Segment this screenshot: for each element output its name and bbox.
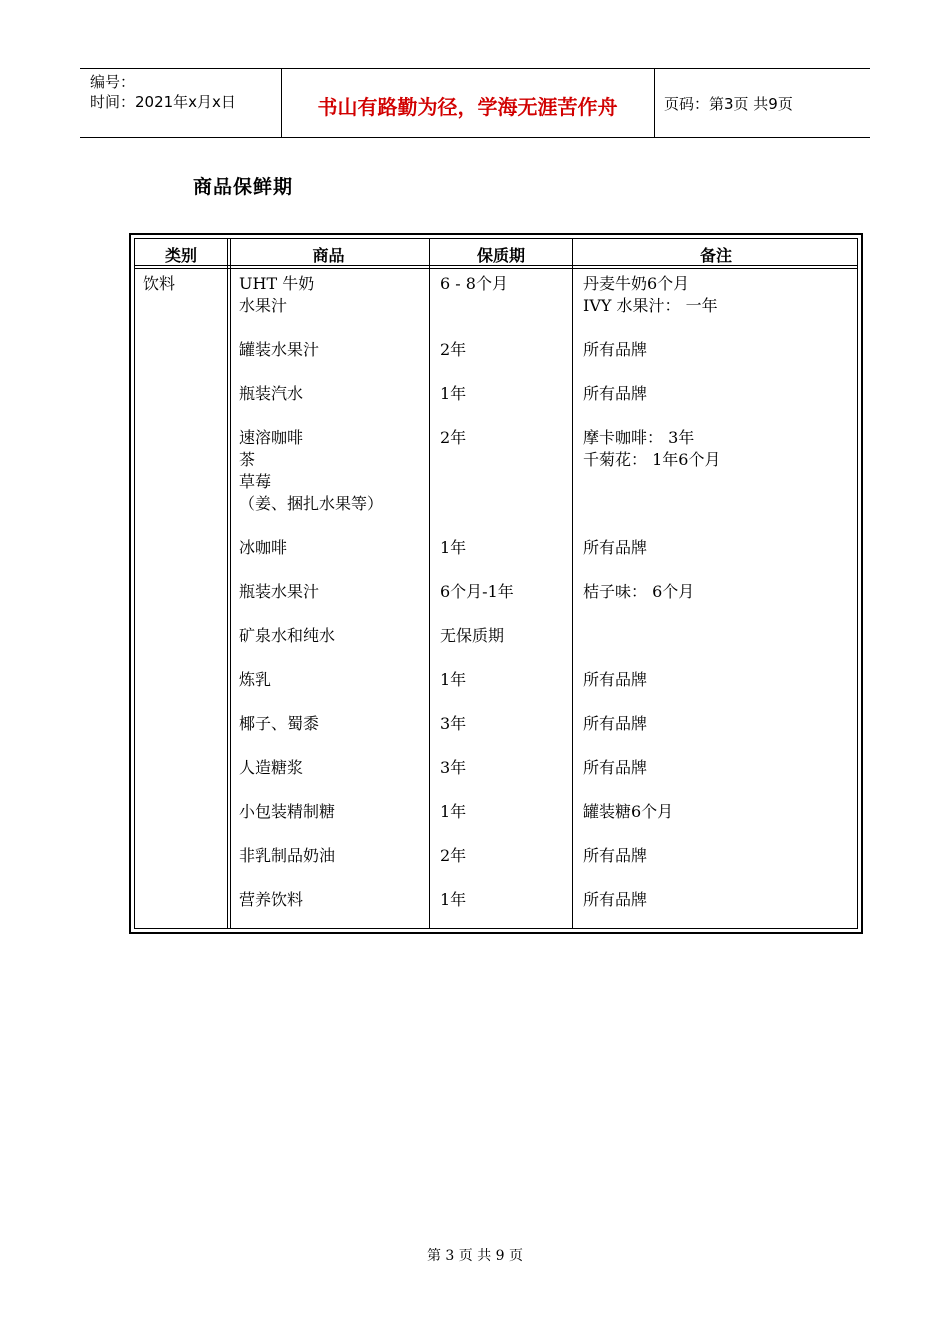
period-cell: 1年 bbox=[440, 802, 467, 821]
note-cell: 所有品牌 bbox=[583, 384, 648, 403]
product-cell: 草莓 bbox=[239, 472, 272, 491]
header-motto-cell bbox=[281, 69, 655, 137]
period-cell: 1年 bbox=[440, 538, 467, 557]
period-cell: 1年 bbox=[440, 670, 467, 689]
product-cell: 椰子、蜀黍 bbox=[239, 714, 320, 733]
period-cell: 2年 bbox=[440, 340, 467, 359]
period-cell: 6个月-1年 bbox=[440, 582, 514, 601]
period-cell: 3年 bbox=[440, 714, 467, 733]
column-divider bbox=[572, 239, 573, 928]
page-header bbox=[80, 68, 870, 138]
period-cell: 1年 bbox=[440, 890, 467, 909]
column-divider bbox=[429, 239, 430, 928]
note-cell: 摩卡咖啡： 3年 bbox=[583, 428, 695, 447]
period-cell: 3年 bbox=[440, 758, 467, 777]
note-cell: 丹麦牛奶6个月 bbox=[583, 274, 690, 293]
table-body bbox=[134, 238, 858, 929]
product-cell: 速溶咖啡 bbox=[239, 428, 304, 447]
header-period: 保质期 bbox=[476, 246, 525, 265]
note-cell: 所有品牌 bbox=[583, 890, 648, 909]
header-category: 类别 bbox=[164, 246, 197, 265]
note-cell: 所有品牌 bbox=[583, 758, 648, 777]
product-cell: 炼乳 bbox=[239, 670, 272, 689]
table-header-row bbox=[135, 239, 857, 269]
product-cell: 营养饮料 bbox=[239, 890, 304, 909]
note-cell: 所有品牌 bbox=[583, 340, 648, 359]
motto: 书山有路勤为径，学海无涯苦作舟 bbox=[317, 95, 618, 119]
page-number: 页码：第3页 共9页 bbox=[664, 95, 793, 113]
product-cell: 瓶装水果汁 bbox=[239, 582, 320, 601]
product-cell: UHT 牛奶 bbox=[239, 274, 315, 293]
header-note: 备注 bbox=[699, 246, 732, 265]
note-cell: 所有品牌 bbox=[583, 846, 648, 865]
note-cell: 所有品牌 bbox=[583, 670, 648, 689]
document-title: 商品保鲜期 bbox=[193, 176, 294, 198]
product-cell: 水果汁 bbox=[239, 296, 288, 315]
product-cell: 瓶装汽水 bbox=[239, 384, 304, 403]
column-divider bbox=[227, 239, 231, 928]
shelf-life-table bbox=[129, 233, 863, 934]
period-cell: 2年 bbox=[440, 428, 467, 447]
code-label: 编号： bbox=[90, 73, 136, 91]
period-cell: 6 - 8个月 bbox=[440, 274, 508, 293]
product-cell: 小包装精制糖 bbox=[239, 802, 336, 821]
note-cell: IVY 水果汁： 一年 bbox=[583, 296, 718, 315]
header-meta bbox=[80, 69, 282, 137]
product-cell: 矿泉水和纯水 bbox=[239, 626, 336, 645]
product-cell: 人造糖浆 bbox=[239, 758, 304, 777]
period-cell: 2年 bbox=[440, 846, 467, 865]
header-page-cell bbox=[654, 69, 870, 137]
note-cell: 所有品牌 bbox=[583, 538, 648, 557]
product-cell: 冰咖啡 bbox=[239, 538, 288, 557]
note-cell: 罐装糖6个月 bbox=[583, 802, 674, 821]
note-cell: 千菊花： 1年6个月 bbox=[583, 450, 721, 469]
product-cell: 茶 bbox=[239, 450, 256, 469]
note-cell: 桔子味： 6个月 bbox=[583, 582, 695, 601]
product-cell: 非乳制品奶油 bbox=[239, 846, 336, 865]
period-cell: 1年 bbox=[440, 384, 467, 403]
page-footer: 第 3 页 共 9 页 bbox=[426, 1248, 524, 1264]
product-cell: 罐装水果汁 bbox=[239, 340, 320, 359]
category-cell: 饮料 bbox=[143, 274, 176, 293]
period-cell: 无保质期 bbox=[440, 626, 505, 645]
note-cell: 所有品牌 bbox=[583, 714, 648, 733]
product-cell: （姜、捆扎水果等） bbox=[239, 494, 384, 513]
header-product: 商品 bbox=[312, 246, 345, 265]
date-label: 时间：2021年x月x日 bbox=[90, 93, 236, 111]
